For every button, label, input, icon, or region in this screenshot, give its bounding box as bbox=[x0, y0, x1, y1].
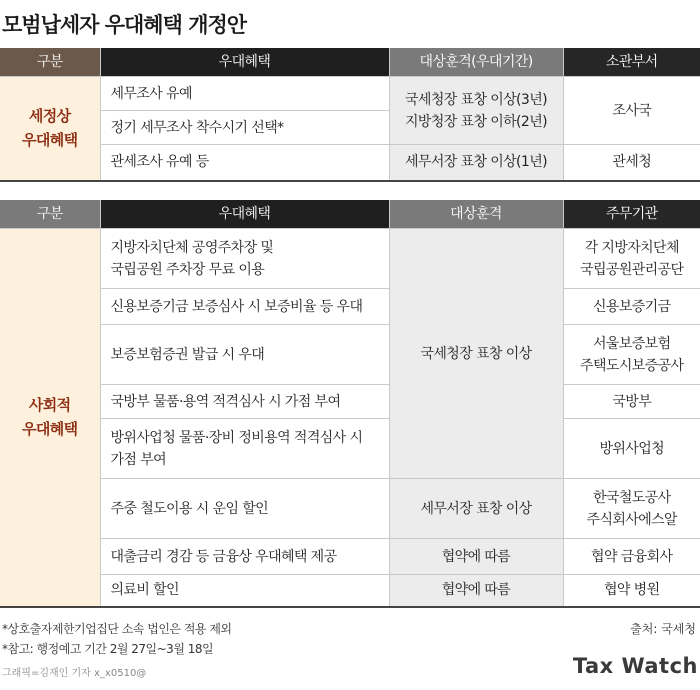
taxwatch-logo: Tax Watch bbox=[572, 654, 698, 678]
agency-cell: 국방부 bbox=[563, 385, 700, 419]
footnote-notice-period: *참고: 행정예고 기간 2월 27일~3월 18일 bbox=[2, 642, 214, 656]
header-target: 대상훈격 bbox=[389, 200, 563, 229]
header-agency: 주무기관 bbox=[563, 200, 700, 229]
benefit-cell: 의료비 할인 bbox=[100, 575, 389, 607]
benefit-cell: 관세조사 유예 등 bbox=[100, 145, 389, 181]
category-tax-benefit: 세정상 우대혜택 bbox=[0, 77, 100, 181]
tax-benefit-table bbox=[0, 48, 700, 182]
category-social-benefit: 사회적 우대혜택 bbox=[0, 229, 100, 607]
benefit-cell: 방위사업청 물품·장비 정비용역 적격심사 시 가점 부여 bbox=[100, 419, 389, 479]
graphic-credit: 그래픽=김재인 기자 x_x0510@ bbox=[2, 668, 147, 679]
header-target: 대상훈격(우대기간) bbox=[389, 48, 563, 77]
target-cell: 협약에 따름 bbox=[389, 539, 563, 575]
agency-cell: 신용보증기금 bbox=[563, 289, 700, 325]
agency-cell: 각 지방자치단체 국립공원관리공단 bbox=[563, 229, 700, 289]
header-category: 구분 bbox=[0, 48, 100, 77]
header-category: 구분 bbox=[0, 200, 100, 229]
benefit-cell: 대출금리 경감 등 금융상 우대혜택 제공 bbox=[100, 539, 389, 575]
benefit-cell: 정기 세무조사 착수시기 선택* bbox=[100, 111, 389, 145]
agency-cell: 방위사업청 bbox=[563, 419, 700, 479]
header-benefit: 우대혜택 bbox=[100, 200, 389, 229]
benefit-cell: 신용보증기금 보증심사 시 보증비율 등 우대 bbox=[100, 289, 389, 325]
benefit-cell: 세무조사 유예 bbox=[100, 77, 389, 111]
benefit-cell: 국방부 물품·용역 적격심사 시 가점 부여 bbox=[100, 385, 389, 419]
agency-cell: 협약 병원 bbox=[563, 575, 700, 607]
target-cell: 국세청장 표창 이상(3년) 지방청장 표창 이하(2년) bbox=[389, 77, 563, 145]
agency-cell: 한국철도공사 주식회사에스알 bbox=[563, 479, 700, 539]
target-cell: 세무서장 표창 이상 bbox=[389, 479, 563, 539]
header-department: 소관부서 bbox=[563, 48, 700, 77]
benefit-cell: 주중 철도이용 시 운임 할인 bbox=[100, 479, 389, 539]
benefit-cell: 보증보험증권 발급 시 우대 bbox=[100, 325, 389, 385]
benefit-cell: 지방자치단체 공영주차장 및 국립공원 주차장 무료 이용 bbox=[100, 229, 389, 289]
header-benefit: 우대혜택 bbox=[100, 48, 389, 77]
department-cell: 관세청 bbox=[563, 145, 700, 181]
footnote-exclusion: *상호출자제한기업집단 소속 법인은 적용 제외 bbox=[2, 622, 232, 636]
target-cell: 협약에 따름 bbox=[389, 575, 563, 607]
source-label: 출처: 국세청 bbox=[630, 622, 696, 636]
page-title: 모범납세자 우대혜택 개정안 bbox=[2, 13, 247, 37]
target-cell: 국세청장 표창 이상 bbox=[389, 229, 563, 479]
department-cell: 조사국 bbox=[563, 77, 700, 145]
agency-cell: 서울보증보험 주택도시보증공사 bbox=[563, 325, 700, 385]
target-cell: 세무서장 표창 이상(1년) bbox=[389, 145, 563, 181]
agency-cell: 협약 금융회사 bbox=[563, 539, 700, 575]
social-benefit-table bbox=[0, 200, 700, 608]
